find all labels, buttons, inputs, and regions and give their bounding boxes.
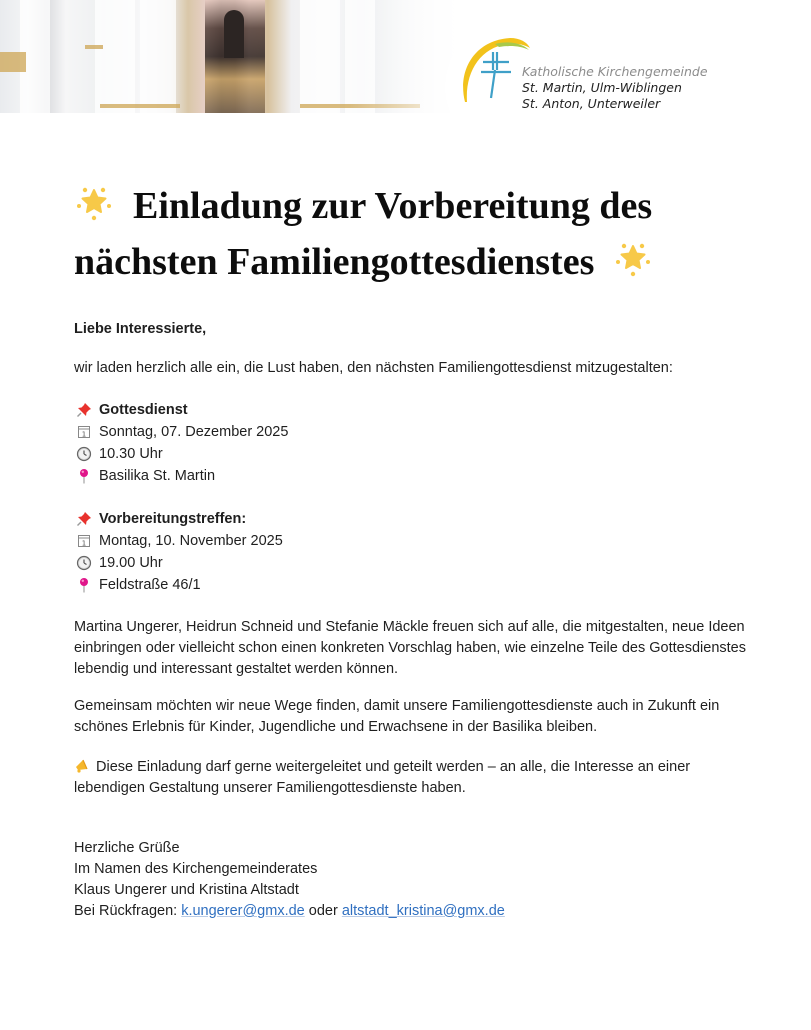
header-banner xyxy=(0,0,811,113)
calendar-icon xyxy=(74,532,94,550)
share-note xyxy=(74,757,754,799)
pushpin-icon xyxy=(74,510,94,528)
svg-text:1: 1 xyxy=(81,539,87,548)
pushpin-icon xyxy=(74,401,94,419)
closing-council: Im Namen des Kirchengemeinderates xyxy=(74,861,318,877)
event-date: Montag, 10. November 2025 xyxy=(99,532,283,549)
parish-line-1: Katholische Kirchengemeinde xyxy=(522,64,708,79)
event-place: Feldstraße 46/1 xyxy=(99,576,201,593)
parish-name xyxy=(522,64,708,112)
organizers-paragraph: Martina Ungerer, Heidrun Schneid und Stefanie Mäckle freuen sich auf alle, die mitgestalten, neue Ideen einbringen oder vielleicht schon einen konkreten Vorschlag haben, wie einzelne Teile des Gottesdienstes lebendig und interessant gestaltet werden können. xyxy=(74,619,746,677)
goal-paragraph: Gemeinsam möchten wir neue Wege finden, damit unsere Familiengottesdienste auch in Zukunft ein schönes Erlebnis für Kinder, Jugendliche und Erwachsene in der Basilika bleiben. xyxy=(74,698,720,735)
church-interior-photo xyxy=(0,0,470,113)
round-pushpin-icon xyxy=(74,467,94,485)
event-place: Basilika St. Martin xyxy=(99,467,216,484)
svg-text:1: 1 xyxy=(81,430,87,439)
event-time: 10.30 Uhr xyxy=(99,445,163,462)
event-time: 19.00 Uhr xyxy=(99,554,163,571)
event-heading: Vorbereitungstreffen: xyxy=(99,510,247,527)
event-gottesdienst xyxy=(74,399,754,487)
contact-prefix: Bei Rückfragen: xyxy=(74,903,182,919)
event-date: Sonntag, 07. Dezember 2025 xyxy=(99,423,289,440)
intro-text: wir laden herzlich alle ein, die Lust haben, den nächsten Familiengottesdienst mitzugestalten: xyxy=(74,360,673,376)
contact-line xyxy=(74,901,754,922)
email-link-ungerer[interactable]: k.ungerer@gmx.de xyxy=(181,903,305,919)
page-title xyxy=(74,178,774,290)
sparkle-star-icon xyxy=(74,182,114,222)
closing-names: Klaus Ungerer und Kristina Altstadt xyxy=(74,882,299,898)
calendar-icon xyxy=(74,423,94,441)
clock-icon xyxy=(74,445,94,463)
title-line-2: nächsten Familiengottesdienstes xyxy=(74,241,595,283)
contact-connector: oder xyxy=(304,903,342,919)
clock-icon xyxy=(74,554,94,572)
sparkle-star-icon xyxy=(613,238,653,278)
megaphone-icon xyxy=(74,757,92,773)
parish-line-2: St. Martin, Ulm-Wiblingen xyxy=(522,80,682,95)
round-pushpin-icon xyxy=(74,576,94,594)
title-line-1: Einladung zur Vorbereitung des xyxy=(133,185,653,227)
parish-line-3: St. Anton, Unterweiler xyxy=(522,96,661,111)
closing-greeting: Herzliche Grüße xyxy=(74,840,180,856)
event-vorbereitungstreffen xyxy=(74,508,754,596)
share-note-text: Diese Einladung darf gerne weitergeleitet und geteilt werden – an alle, die Interesse an einer lebendigen Gestaltung unserer Familiengottesdienste haben. xyxy=(74,759,691,796)
email-link-altstadt[interactable]: altstadt_kristina@gmx.de xyxy=(341,903,505,919)
event-heading: Gottesdienst xyxy=(99,401,188,418)
greeting: Liebe Interessierte, xyxy=(74,321,207,337)
closing xyxy=(74,838,754,922)
